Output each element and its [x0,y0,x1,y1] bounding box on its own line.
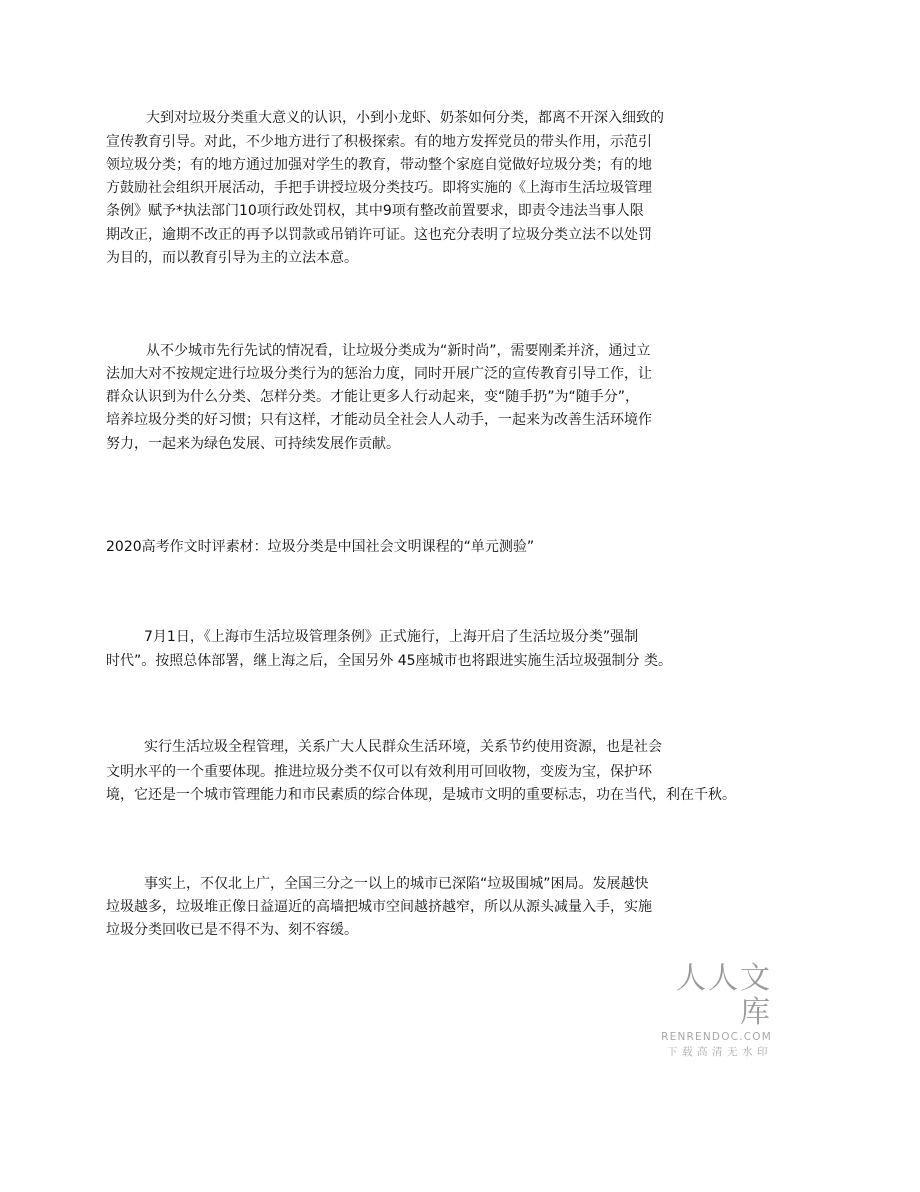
text-line: 条例》赋予*执法部门10项行政处罚权，其中9项有整改前置要求，即责令违法当事人限 [106,203,644,219]
text-line: 努力，一起来为绿色发展、可持续发展作贡献。 [106,436,400,452]
text-line: 方鼓励社会组织开展活动，手把手讲授垃圾分类技巧。即将实施的《上海市生活垃圾管理 [106,180,652,196]
text-line: 宣传教育引导。对此，不少地方进行了积极探索。有的地方发挥党员的带头作用，示范引 [106,134,652,150]
text-line: 时代”。按照总体部署，继上海之后，全国另外 45座城市也将跟进实施生活垃圾强制分 类。 [106,653,672,669]
text-line: 事实上，不仅北上广，全国三分之一以上的城市已深陷“垃圾围城”困局。发展越快 [144,876,649,892]
text-line: 领垃圾分类；有的地方通过加强对学生的教育，带动整个家庭自觉做好垃圾分类；有的地 [106,157,652,173]
text-line: 大到对垃圾分类重大意义的认识，小到小龙虾、奶茶如何分类，都离不开深入细致的 [146,110,664,126]
text-line: 培养垃圾分类的好习惯；只有这样，才能动员全社会人人动手，一起来为改善生活环境作 [106,412,652,428]
watermark [646,962,772,1060]
text-line: 垃圾越多，垃圾堆正像日益逼近的高墙把城市空间越挤越窄，所以从源头减量入手，实施 [106,899,652,915]
watermark-slogan: 下载高清无水印 [667,1046,772,1058]
heading-text: 2020高考作文时评素材：垃圾分类是中国社会文明课程的“单元测验” [106,539,535,555]
text-line: 群众认识到为什么分类、怎样分类。才能让更多人行动起来，变“随手扔”为“随手分”， [106,389,640,405]
text-line: 从不少城市先行先试的情况看，让垃圾分类成为“新时尚”，需要刚柔并济，通过立 [146,343,651,359]
text-line: 实行生活垃圾全程管理，关系广大人民群众生活环境，关系节约使用资源，也是社会 [144,739,662,755]
text-line: 境，它还是一个城市管理能力和市民素质的综合体现，是城市文明的重要标志，功在当代，利在千秋。 [106,787,736,803]
watermark-title: 人人文库 [676,961,772,1030]
text-line: 为目的，而以教育引导为主的立法本意。 [106,250,358,266]
watermark-domain: RENRENDOC.COM [661,1031,772,1043]
text-line: 文明水平的一个重要体现。推进垃圾分类不仅可以有效利用可回收物，变废为宝，保护环 [106,764,652,780]
text-line: 7月1日，《上海市生活垃圾管理条例》正式施行，上海开启了生活垃圾分类”强制 [144,629,639,645]
text-line: 法加大对不按规定进行垃圾分类行为的惩治力度，同时开展广泛的宣传教育引导工作，让 [106,366,652,382]
text-line: 垃圾分类回收已是不得不为、刻不容缓。 [106,922,358,938]
text-line: 期改正，逾期不改正的再予以罚款或吊销许可证。这也充分表明了垃圾分类立法不以处罚 [106,227,652,243]
